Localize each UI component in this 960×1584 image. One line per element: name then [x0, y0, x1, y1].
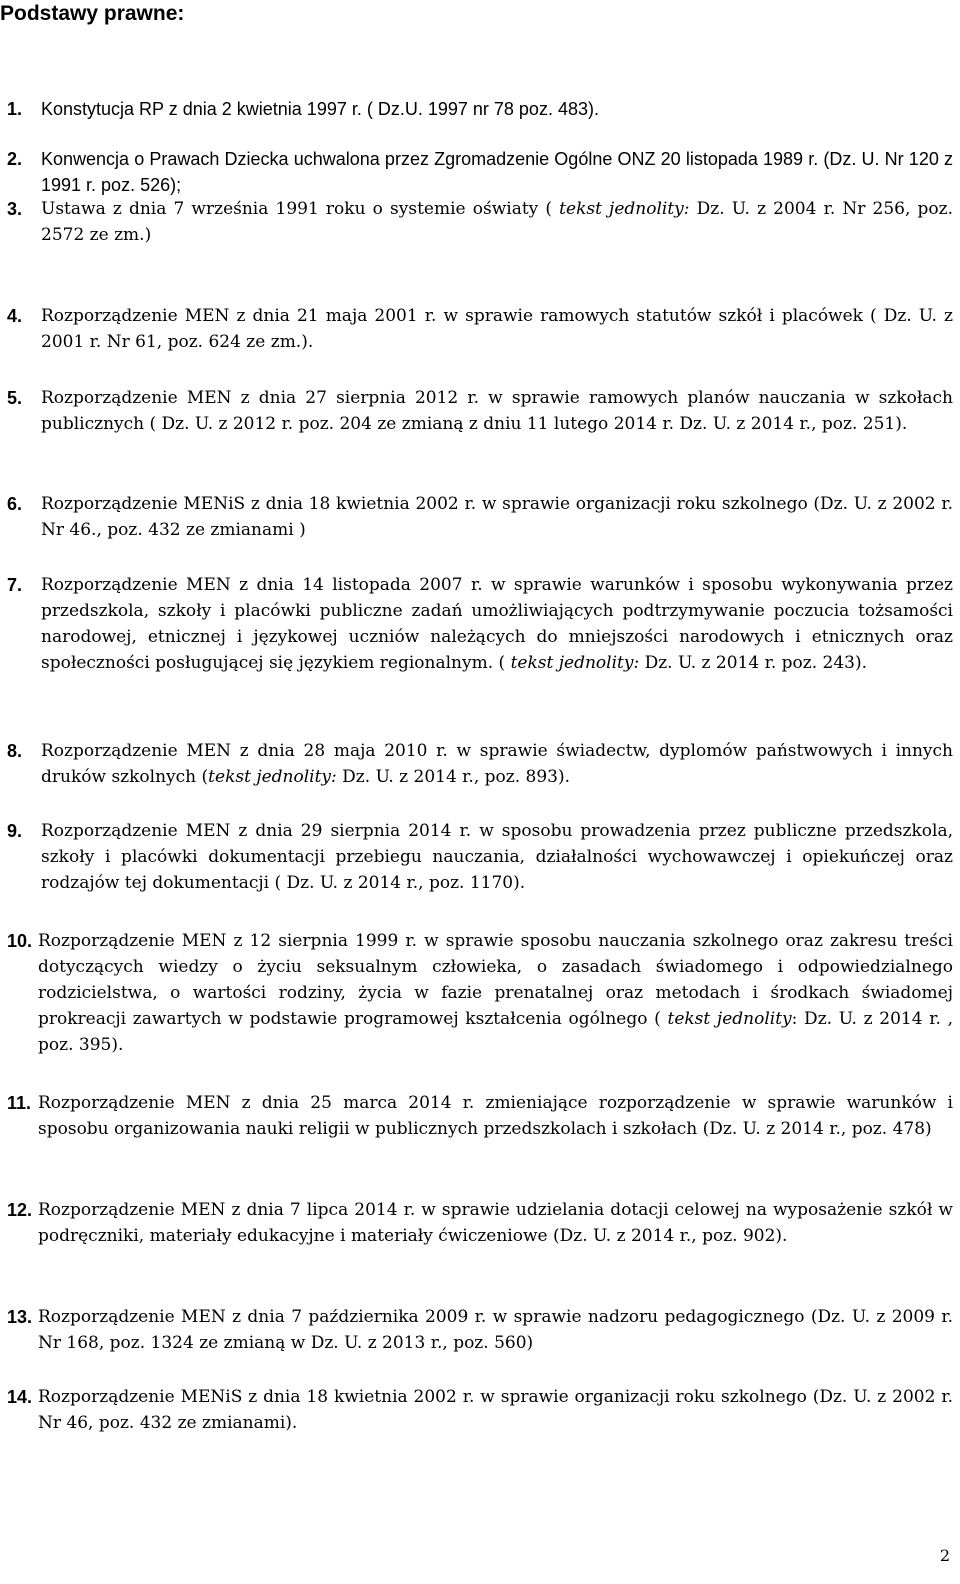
item-number: 3.: [7, 199, 23, 219]
item-text-italic: tekst jednolity:: [208, 767, 337, 787]
legal-basis-item: [7, 1304, 953, 1356]
item-text: [41, 196, 953, 248]
page-number: 2: [939, 1546, 950, 1565]
item-text: [38, 928, 953, 1058]
item-text-italic: tekst jednolity:: [559, 199, 690, 219]
legal-basis-item: [7, 1384, 953, 1436]
item-number: 13.: [7, 1307, 33, 1327]
item-text-part: Rozporządzenie MEN z 12 sierpnia 1999 r. w sprawie sposobu nauczania szkolnego oraz zakresu treści dotyczących wiedzy o życiu seksualnym człowieka, o zasadach świadomego i odpowiedzialnego rodzicielstwa, o wartości rodziny, życia w fazie prenatalnej oraz metodach i środkach świadomej prokreacji zawartych w podstawie programowej kształcenia ogólnego (: [38, 931, 953, 1029]
legal-basis-item: [7, 572, 953, 676]
item-text-part: Dz. U. z 2004 r. Nr 256, poz. 2572 ze zm.): [41, 199, 953, 245]
item-text-part: : Dz. U. z 2014 r. , poz. 395).: [38, 1009, 953, 1055]
item-number: 7.: [7, 575, 23, 595]
item-number: 12.: [7, 1200, 33, 1220]
legal-basis-item: [7, 385, 953, 437]
legal-basis-item: [7, 818, 953, 896]
item-text: Rozporządzenie MEN z dnia 25 marca 2014 r. zmieniające rozporządzenie w sprawie warunków i sposobu organizowania nauki religii w publicznych przedszkolach i szkołach (Dz. U. z 2014 r., poz. 478): [38, 1093, 953, 1139]
item-text: [41, 738, 953, 790]
item-number: 5.: [7, 388, 23, 408]
item-number: 2.: [7, 149, 23, 169]
legal-basis-item: [7, 1090, 953, 1142]
item-text: Konstytucja RP z dnia 2 kwietnia 1997 r. ( Dz.U. 1997 nr 78 poz. 483).: [41, 99, 599, 119]
item-number: 6.: [7, 494, 23, 514]
item-text-part: Rozporządzenie MEN z dnia 14 listopada 2007 r. w sprawie warunków i sposobu wykonywania przez przedszkola, szkoły i placówki publiczne zadań umożliwiających podtrzymywanie poczucia tożsamości narodowej, etnicznej i językowej uczniów należących do mniejszości narodowych i etnicznych oraz społeczności posługującej się językiem regionalnym. (: [41, 575, 953, 673]
item-number: 10.: [7, 931, 33, 951]
item-number: 1.: [7, 99, 23, 119]
legal-basis-item: [7, 96, 953, 122]
item-number: 11.: [7, 1093, 32, 1113]
item-text: Rozporządzenie MENiS z dnia 18 kwietnia 2002 r. w sprawie organizacji roku szkolnego (Dz. U. z 2002 r. Nr 46., poz. 432 ze zmianami ): [41, 494, 953, 540]
page-heading: Podstawy prawne:: [0, 2, 185, 25]
legal-basis-item: [7, 928, 953, 1058]
item-number: 14.: [7, 1387, 33, 1407]
item-number: 4.: [7, 306, 23, 326]
item-number: 9.: [7, 821, 23, 841]
item-text: Konwencja o Prawach Dziecka uchwalona przez Zgromadzenie Ogólne ONZ 20 listopada 1989 r. (Dz. U. Nr 120 z 1991 r. poz. 526);: [41, 149, 953, 195]
legal-basis-item: [7, 1197, 953, 1249]
item-text: Rozporządzenie MEN z dnia 7 lipca 2014 r. w sprawie udzielania dotacji celowej na wyposażenie szkół w podręczniki, materiały edukacyjne i materiały ćwiczeniowe (Dz. U. z 2014 r., poz. 902).: [38, 1200, 953, 1246]
item-text-part: Dz. U. z 2014 r. poz. 243).: [639, 653, 868, 673]
item-text: Rozporządzenie MEN z dnia 27 sierpnia 2012 r. w sprawie ramowych planów nauczania w szkołach publicznych ( Dz. U. z 2012 r. poz. 204 ze zmianą z dniu 11 lutego 2014 r. Dz. U. z 2014 r., poz. 251).: [41, 388, 953, 434]
legal-basis-item: [7, 146, 953, 198]
item-number: 8.: [7, 741, 23, 761]
item-text: Rozporządzenie MEN z dnia 7 października 2009 r. w sprawie nadzoru pedagogicznego (Dz. U. z 2009 r. Nr 168, poz. 1324 ze zmianą w Dz. U. z 2013 r., poz. 560): [38, 1307, 953, 1353]
item-text-part: Dz. U. z 2014 r., poz. 893).: [336, 767, 571, 787]
item-text-part: Rozporządzenie MEN z dnia 28 maja 2010 r. w sprawie świadectw, dyplomów państwowych i innych druków szkolnych (: [41, 741, 953, 787]
legal-basis-item: [7, 738, 953, 790]
item-text-italic: tekst jednolity:: [510, 653, 640, 673]
item-text: [41, 572, 953, 676]
item-text-part: Ustawa z dnia 7 września 1991 roku o systemie oświaty (: [41, 199, 560, 219]
item-text: Rozporządzenie MEN z dnia 29 sierpnia 2014 r. w sposobu prowadzenia przez publiczne przedszkola, szkoły i placówki dokumentacji przebiegu nauczania, działalności wychowawczej i opiekuńczej oraz rodzajów tej dokumentacji ( Dz. U. z 2014 r., poz. 1170).: [41, 821, 953, 893]
legal-basis-item: [7, 196, 953, 248]
item-text: Rozporządzenie MENiS z dnia 18 kwietnia 2002 r. w sprawie organizacji roku szkolnego (Dz. U. z 2002 r. Nr 46, poz. 432 ze zmianami).: [38, 1387, 953, 1433]
legal-basis-item: [7, 491, 953, 543]
legal-basis-item: [7, 303, 953, 355]
item-text-italic: tekst jednolity: [667, 1009, 792, 1029]
item-text: Rozporządzenie MEN z dnia 21 maja 2001 r. w sprawie ramowych statutów szkół i placówek ( Dz. U. z 2001 r. Nr 61, poz. 624 ze zm.).: [41, 306, 953, 352]
